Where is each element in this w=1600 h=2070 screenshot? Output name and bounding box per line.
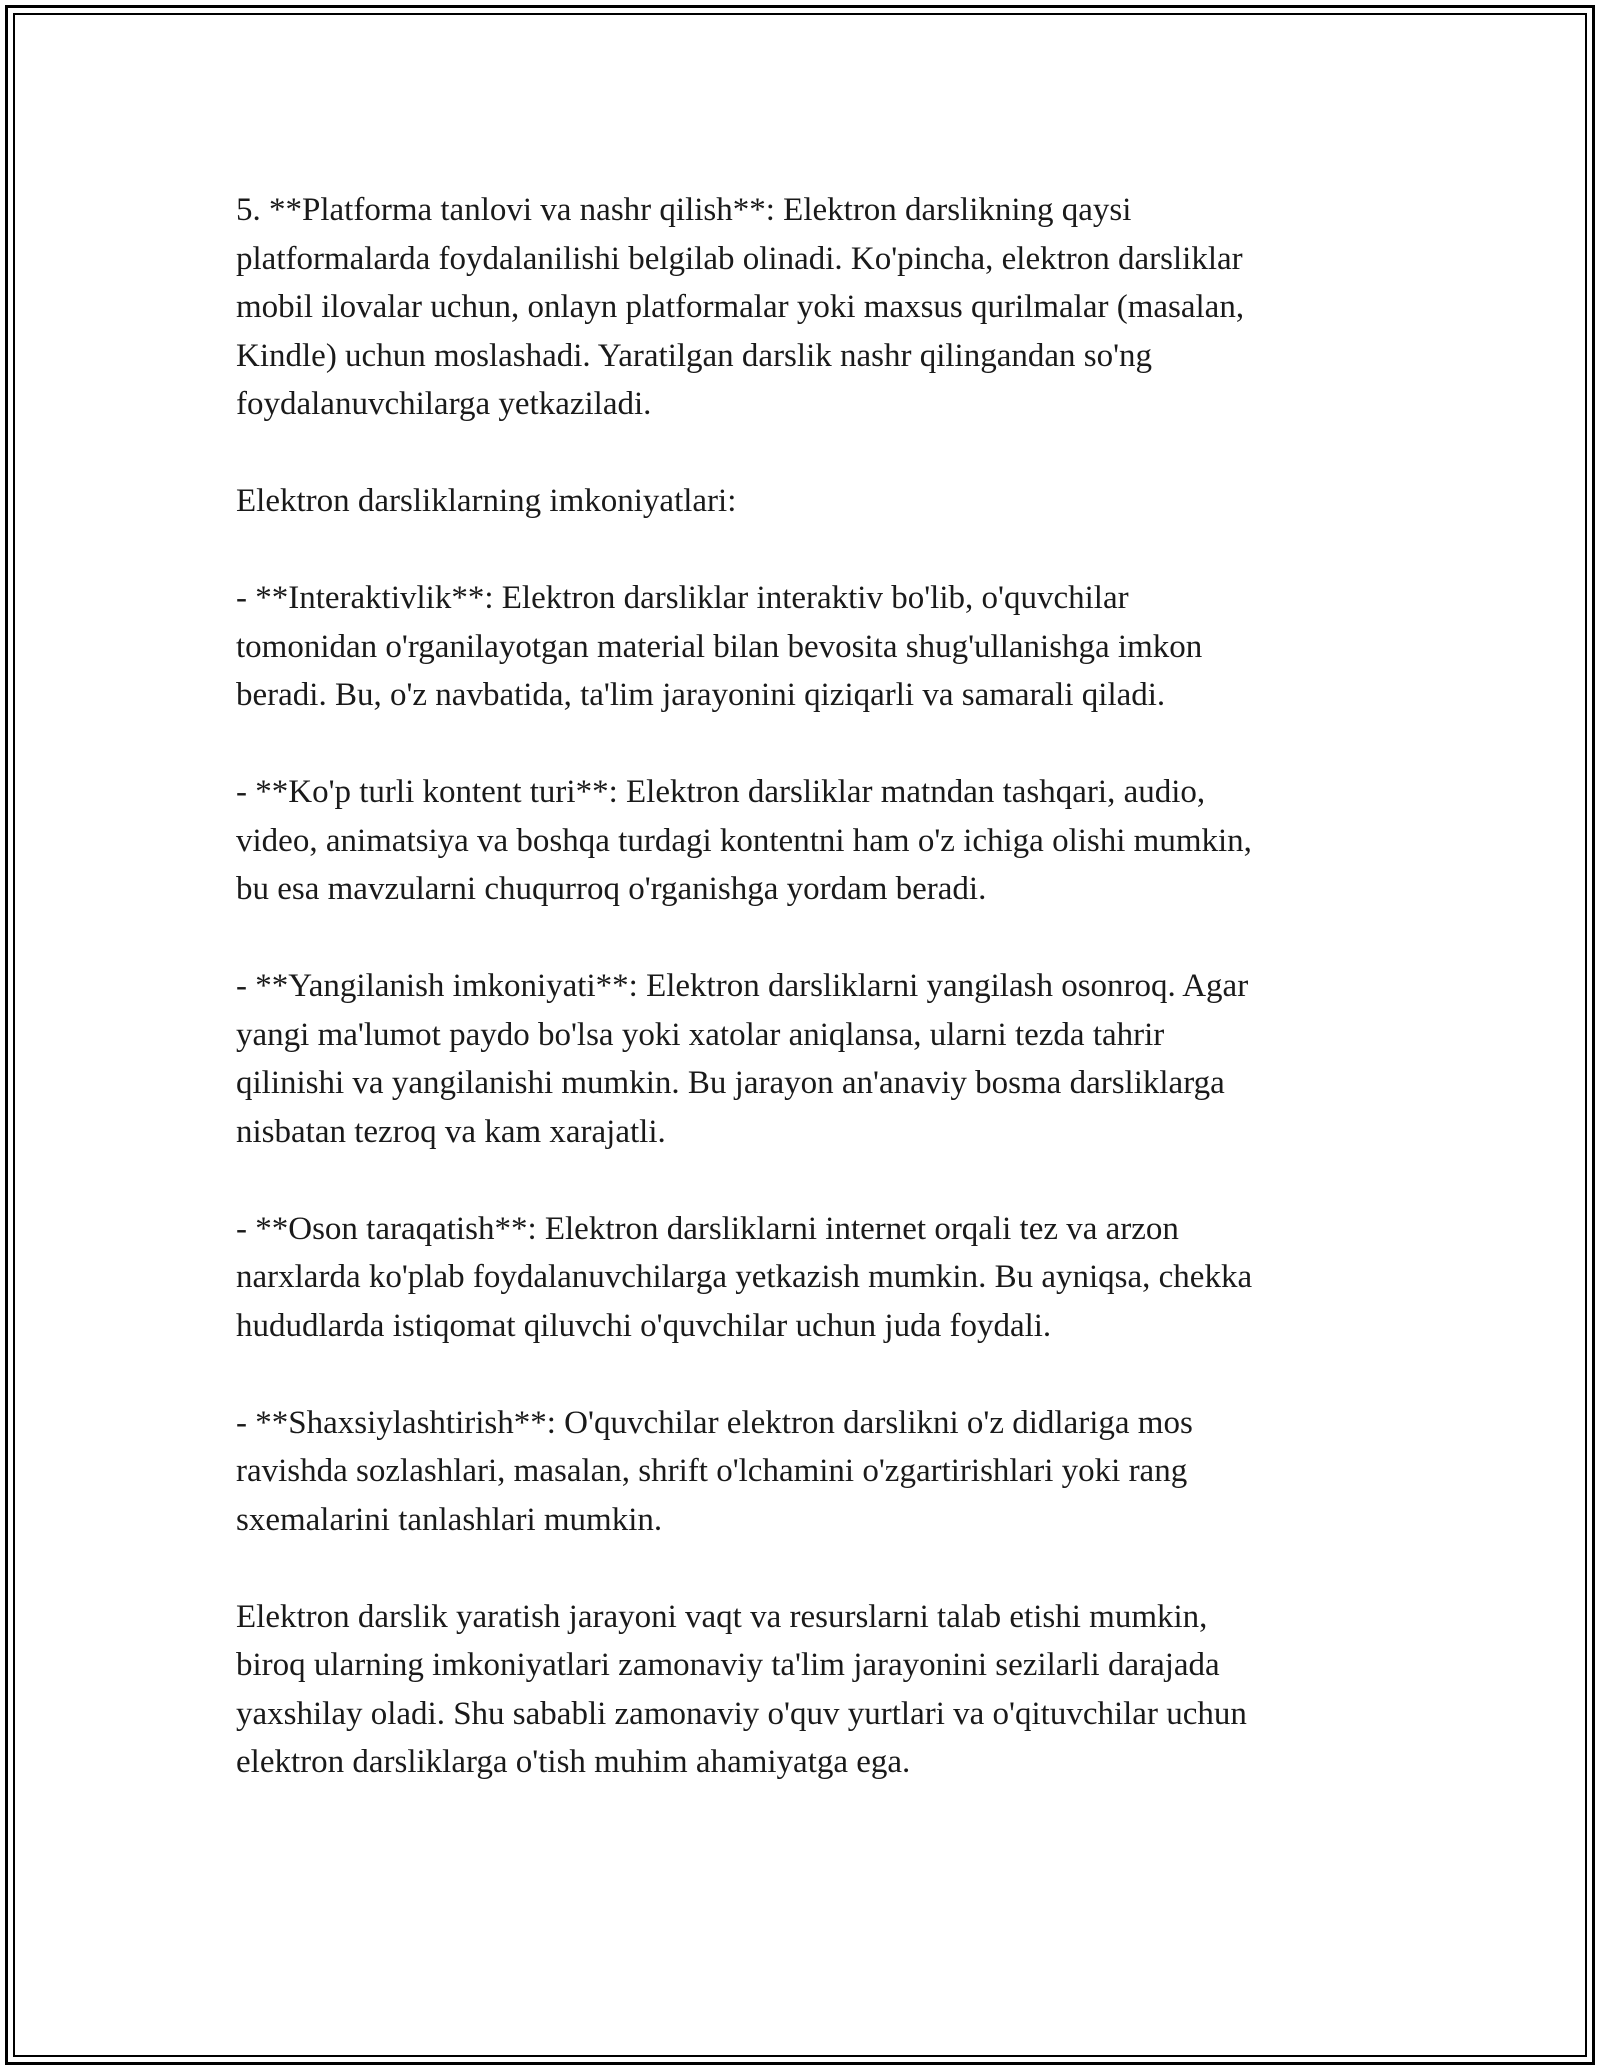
paragraph-conclusion: Elektron darslik yaratish jarayoni vaqt va resurslarni talab etishi mumkin, biroq ularning imkoniyatlari zamonaviy ta'lim jarayonini sezilarli darajada yaxshilay oladi. Shu sababli zamonaviy o'quv yurtlari va o'qituvchilar uchun elektron darsliklarga o'tish muhim ahamiyatga ega. xyxy=(236,1598,1247,1780)
document-body xyxy=(236,186,1376,1835)
paragraph-interactivity: - **Interaktivlik**: Elektron darsliklar interaktiv bo'lib, o'quvchilar tomonidan o'rganilayotgan material bilan bevosita shug'ullanishga imkon beradi. Bu, o'z navbatida, ta'lim jarayonini qiziqarli va samarali qiladi. xyxy=(236,580,1203,713)
paragraph-capabilities-heading: Elektron darsliklarning imkoniyatlari: xyxy=(236,483,737,519)
paragraph-content-types: - **Ko'p turli kontent turi**: Elektron darsliklar matndan tashqari, audio, video, animatsiya va boshqa turdagi kontentni ham o'z ichiga olishi mumkin, bu esa mavzularni chuqurroq o'rganishga yordam beradi. xyxy=(236,774,1252,907)
paragraph-personalization: - **Shaxsiylashtirish**: O'quvchilar elektron darslikni o'z didlariga mos ravishda sozlashlari, masalan, shrift o'lchamini o'zgartirishlari yoki rang sxemalarini tanlashlari mumkin. xyxy=(236,1404,1193,1538)
paragraph-updating: - **Yangilanish imkoniyati**: Elektron darsliklarni yangilash osonroq. Agar yangi ma'lumot paydo bo'lsa yoki xatolar aniqlansa, ularni tezda tahrir qilinishi va yangilanishi mumkin. Bu jarayon an'anaviy bosma darsliklarga nisbatan tezroq va kam xarajatli. xyxy=(236,968,1249,1150)
paragraph-distribution: - **Oson taraqatish**: Elektron darsliklarni internet orqali tez va arzon narxlarda ko'plab foydalanuvchilarga yetkazish mumkin. Bu ayniqsa, chekka hududlarda istiqomat qiluvchi o'quvchilar uchun juda foydali. xyxy=(236,1210,1253,1344)
paragraph-platform-publishing: 5. **Platforma tanlovi va nashr qilish**: Elektron darslikning qaysi platformalarda foydalanilishi belgilab olinadi. Ko'pincha, elektron darsliklar mobil ilovalar uchun, onlayn platformalar yoki maxsus qurilmalar (masalan, Kindle) uchun moslashadi. Yaratilgan darslik nashr qilingandan so'ng foydalanuvchilarga yetkaziladi. xyxy=(236,192,1245,422)
